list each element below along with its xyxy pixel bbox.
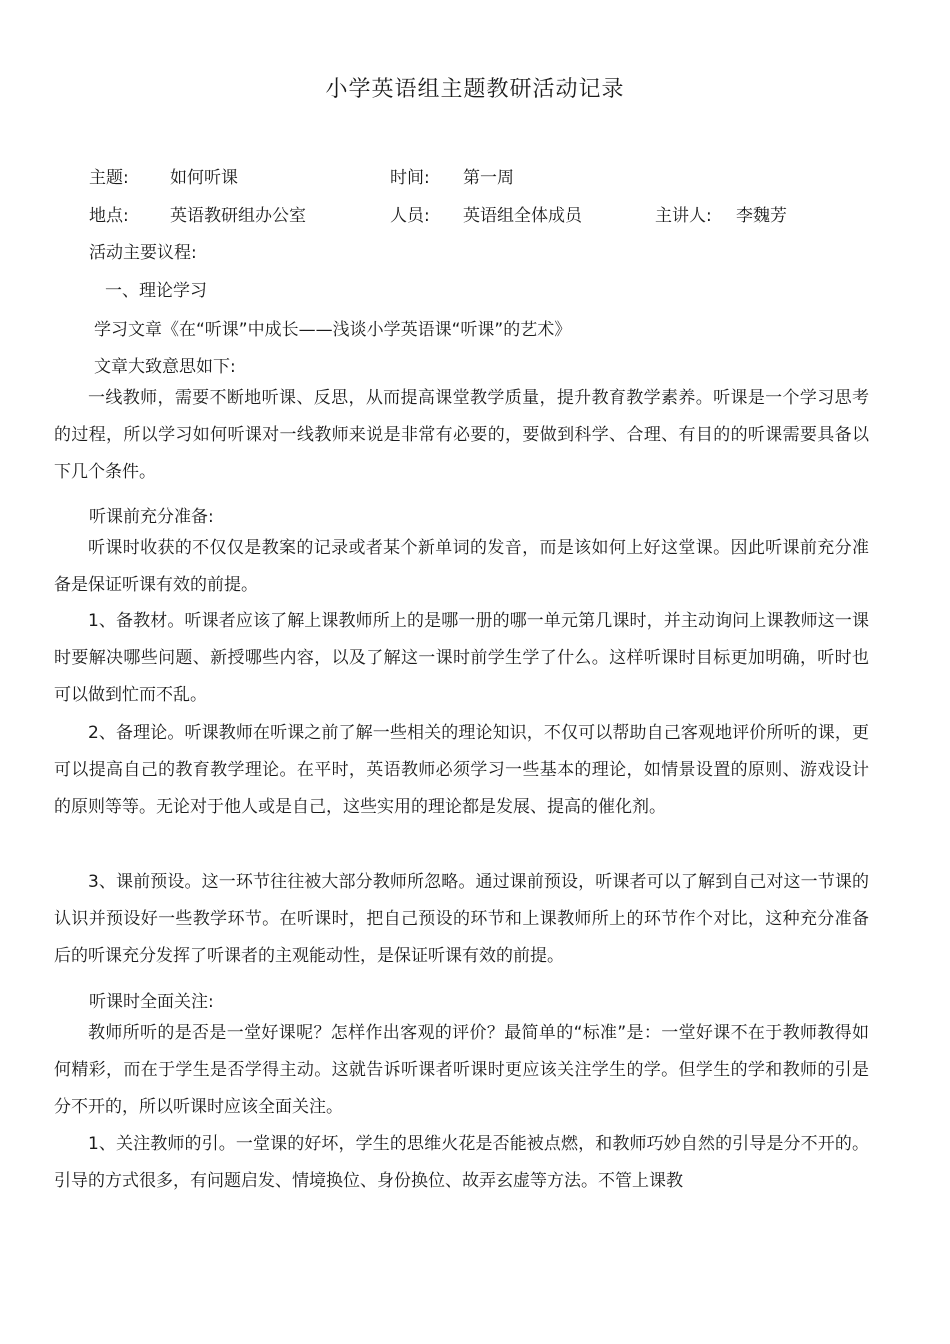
paragraph-materials: 1、备教材。听课者应该了解上课教师所上的是哪一册的哪一单元第几课时，并主动询问上课教师这一课时要解决哪些问题、新授哪些内容，以及了解这一课时前学生学了什么。这样听课时目标更加明确，听时也可以做到忙而不乱。 [54,611,869,705]
paragraph-prepare: 听课时收获的不仅仅是教案的记录或者某个新单词的发音，而是该如何上好这堂课。因此听课前充分准备是保证听课有效的前提。 [54,538,869,595]
paragraph-intro: 一线教师，需要不断地听课、反思，从而提高课堂教学质量，提升教育教学素养。听课是一个学习思考的过程，所以学习如何听课对一线教师来说是非常有必要的，要做到科学、合理、有目的的听课需要具备以下几个条件。 [54,388,869,482]
place-label: 地点: [89,206,129,226]
paragraph-teacher-guidance: 1、关注教师的引。一堂课的好坏，学生的思维火花是否能被点燃，和教师巧妙自然的引导是分不开的。引导的方式很多，有问题启发、情境换位、身份换位、故弄玄虚等方法。不管上课教 [54,1134,869,1191]
article-title-line: 学习文章《在“听课”中成长——浅谈小学英语课“听课”的艺术》 [94,320,572,340]
time-label: 时间: [390,168,430,188]
speaker-value: 李魏芳 [736,206,787,226]
topic-label: 主题: [89,168,129,188]
section-heading-theory: 一、理论学习 [105,281,207,301]
place-value: 英语教研组办公室 [170,206,306,226]
heading-attention: 听课时全面关注: [89,992,214,1012]
people-label: 人员: [390,206,430,226]
agenda-heading: 活动主要议程: [89,243,197,263]
people-value: 英语组全体成员 [463,206,582,226]
topic-value: 如何听课 [170,168,238,188]
paragraph-preset: 3、课前预设。这一环节往往被大部分教师所忽略。通过课前预设，听课者可以了解到自己对这一节课的认识并预设好一些教学环节。在听课时，把自己预设的环节和上课教师所上的环节作个对比，这种充分准备后的听课充分发挥了听课者的主观能动性，是保证听课有效的前提。 [54,872,869,966]
summary-intro: 文章大致意思如下: [94,357,236,377]
document-title: 小学英语组主题教研活动记录 [325,77,625,102]
heading-prepare: 听课前充分准备: [89,507,214,527]
time-value: 第一周 [463,168,514,188]
speaker-label: 主讲人: [655,206,712,226]
paragraph-theory: 2、备理论。听课教师在听课之前了解一些相关的理论知识，不仅可以帮助自己客观地评价所听的课，更可以提高自己的教育教学理论。在平时，英语教师必须学习一些基本的理论，如情景设置的原则、游戏设计的原则等等。无论对于他人或是自己，这些实用的理论都是发展、提高的催化剂。 [54,723,869,817]
paragraph-attention: 教师所听的是否是一堂好课呢？怎样作出客观的评价？最简单的“标准”是：一堂好课不在于教师教得如何精彩，而在于学生是否学得主动。这就告诉听课者听课时更应该关注学生的学。但学生的学和教师的引是分不开的，所以听课时应该全面关注。 [54,1023,869,1117]
